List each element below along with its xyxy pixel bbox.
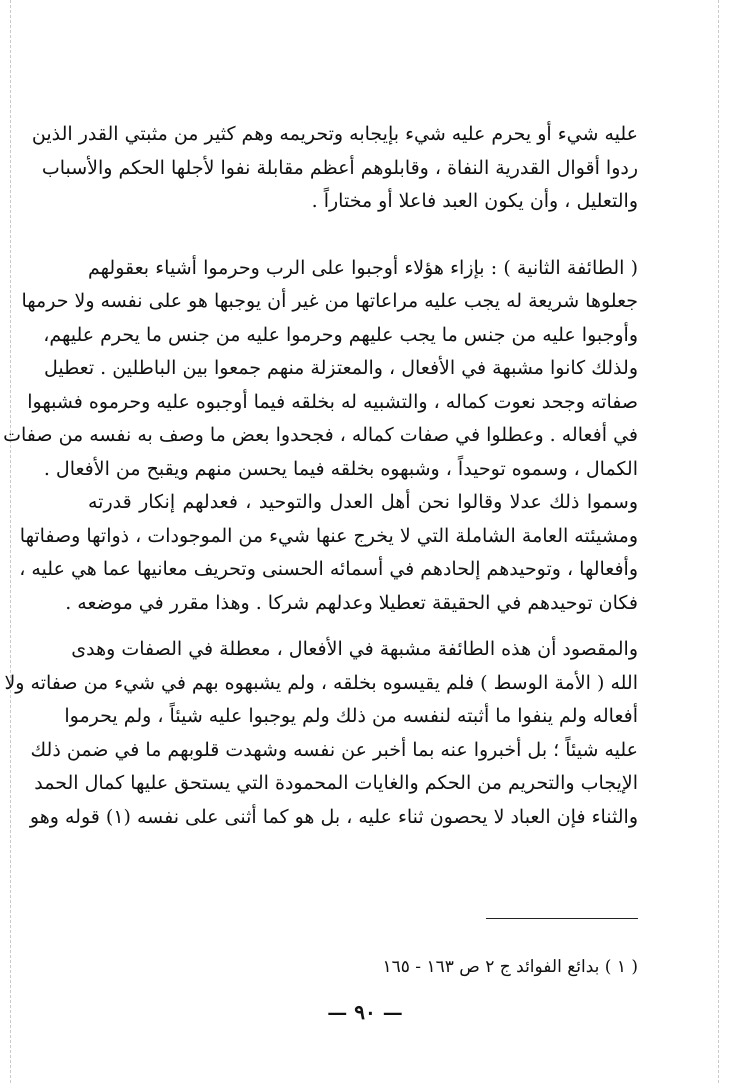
text-line: أفعاله ولم ينفوا ما أثبته لنفسه من ذلك ولم يوجبوا عليه شيئاً ، ولم يحرموا (64, 705, 638, 727)
text-line: ( الطائفة الثانية ) : بإزاء هؤلاء أوجبوا على الرب وحرموا أشياء بعقولهم (88, 256, 638, 279)
text-line: جعلوها شريعة له يجب عليه مراعاتها من غير أن يوجبها هو على نفسه ولا حرمها (21, 290, 638, 312)
page-number: — ٩٠ — (327, 1000, 403, 1024)
text-line: ردوا أقوال القدرية النفاة ، وقابلوهم أعظم مقابلة نفوا لأجلها الحكم والأسباب (41, 156, 638, 179)
footnote-divider (486, 918, 638, 919)
text-line: فكان توحيدهم في الحقيقة تعطيلا وعدلهم شركا . وهذا مقرر في موضعه . (65, 591, 638, 614)
paragraph-1 (31, 118, 638, 219)
text-line: وسموا ذلك عدلا وقالوا نحن أهل العدل والتوحيد ، فعدلهم إنكار قدرته (88, 491, 638, 513)
page-body (3, 118, 638, 834)
text-line: ولذلك كانوا مشبهة في الأفعال ، والمعتزلة منهم جمعوا بين الباطلين . تعطيل (43, 357, 638, 379)
text-line: وأفعالها ، وتوحيدهم إلحادهم في أسمائه الحسنى وتحريف معانيها عما هي عليه ، (19, 558, 638, 580)
text-line: وأوجبوا عليه من جنس ما يجب عليهم وحرموا عليه من جنس ما يحرم عليهم، (43, 323, 638, 346)
text-line: عليه شيء أو يحرم عليه شيء بإيجابه وتحريمه وهم كثير من مثبتي القدر الذين (31, 123, 638, 145)
paragraph-3 (4, 633, 638, 834)
text-line: الله ( الأمة الوسط ) فلم يقيسوه بخلقه ، ولم يشبهوه بهم في شيء من صفاته ولا (4, 671, 638, 694)
scan-edge-left (10, 0, 11, 1083)
text-line: صفاته وجحد نعوت كماله ، والتشبيه له بخلقه فيما أوجبوه عليه وحرموه فشبهوا (27, 390, 638, 413)
text-line: الكمال ، وسموه توحيداً ، وشبهوه بخلقه فيما يحسن منهم ويقبح من الأفعال . (43, 457, 638, 480)
paragraph-2 (3, 252, 638, 621)
text-line: الإيجاب والتحريم من الحكم والغايات المحمودة التي يستحق عليها كمال الحمد (34, 772, 638, 794)
text-line: والثناء فإن العباد لا يحصون ثناء عليه ، بل هو كما أثنى على نفسه (١) قوله وهو (29, 805, 638, 828)
text-line: والتعليل ، وأن يكون العبد فاعلا أو مختاراً . (311, 190, 638, 212)
text-line: ومشيئته العامة الشاملة التي لا يخرج عنها شيء من الموجودات ، ذواتها وصفاتها (19, 524, 638, 547)
text-line: والمقصود أن هذه الطائفة مشبهة في الأفعال ، معطلة في الصفات وهدى (71, 638, 638, 660)
text-line: عليه شيئاً ؛ بل أخبروا عنه بما أخبر عن نفسه وشهدت قلوبهم ما في ضمن ذلك (30, 738, 638, 761)
scan-edge-right (718, 0, 719, 1083)
text-line: في أفعاله . وعطلوا في صفات كماله ، فجحدوا بعض ما وصف به نفسه من صفات (3, 424, 638, 446)
footnote: ( ١ ) بدائع الفوائد ج ٢ ص ١٦٣ - ١٦٥ (382, 957, 638, 977)
